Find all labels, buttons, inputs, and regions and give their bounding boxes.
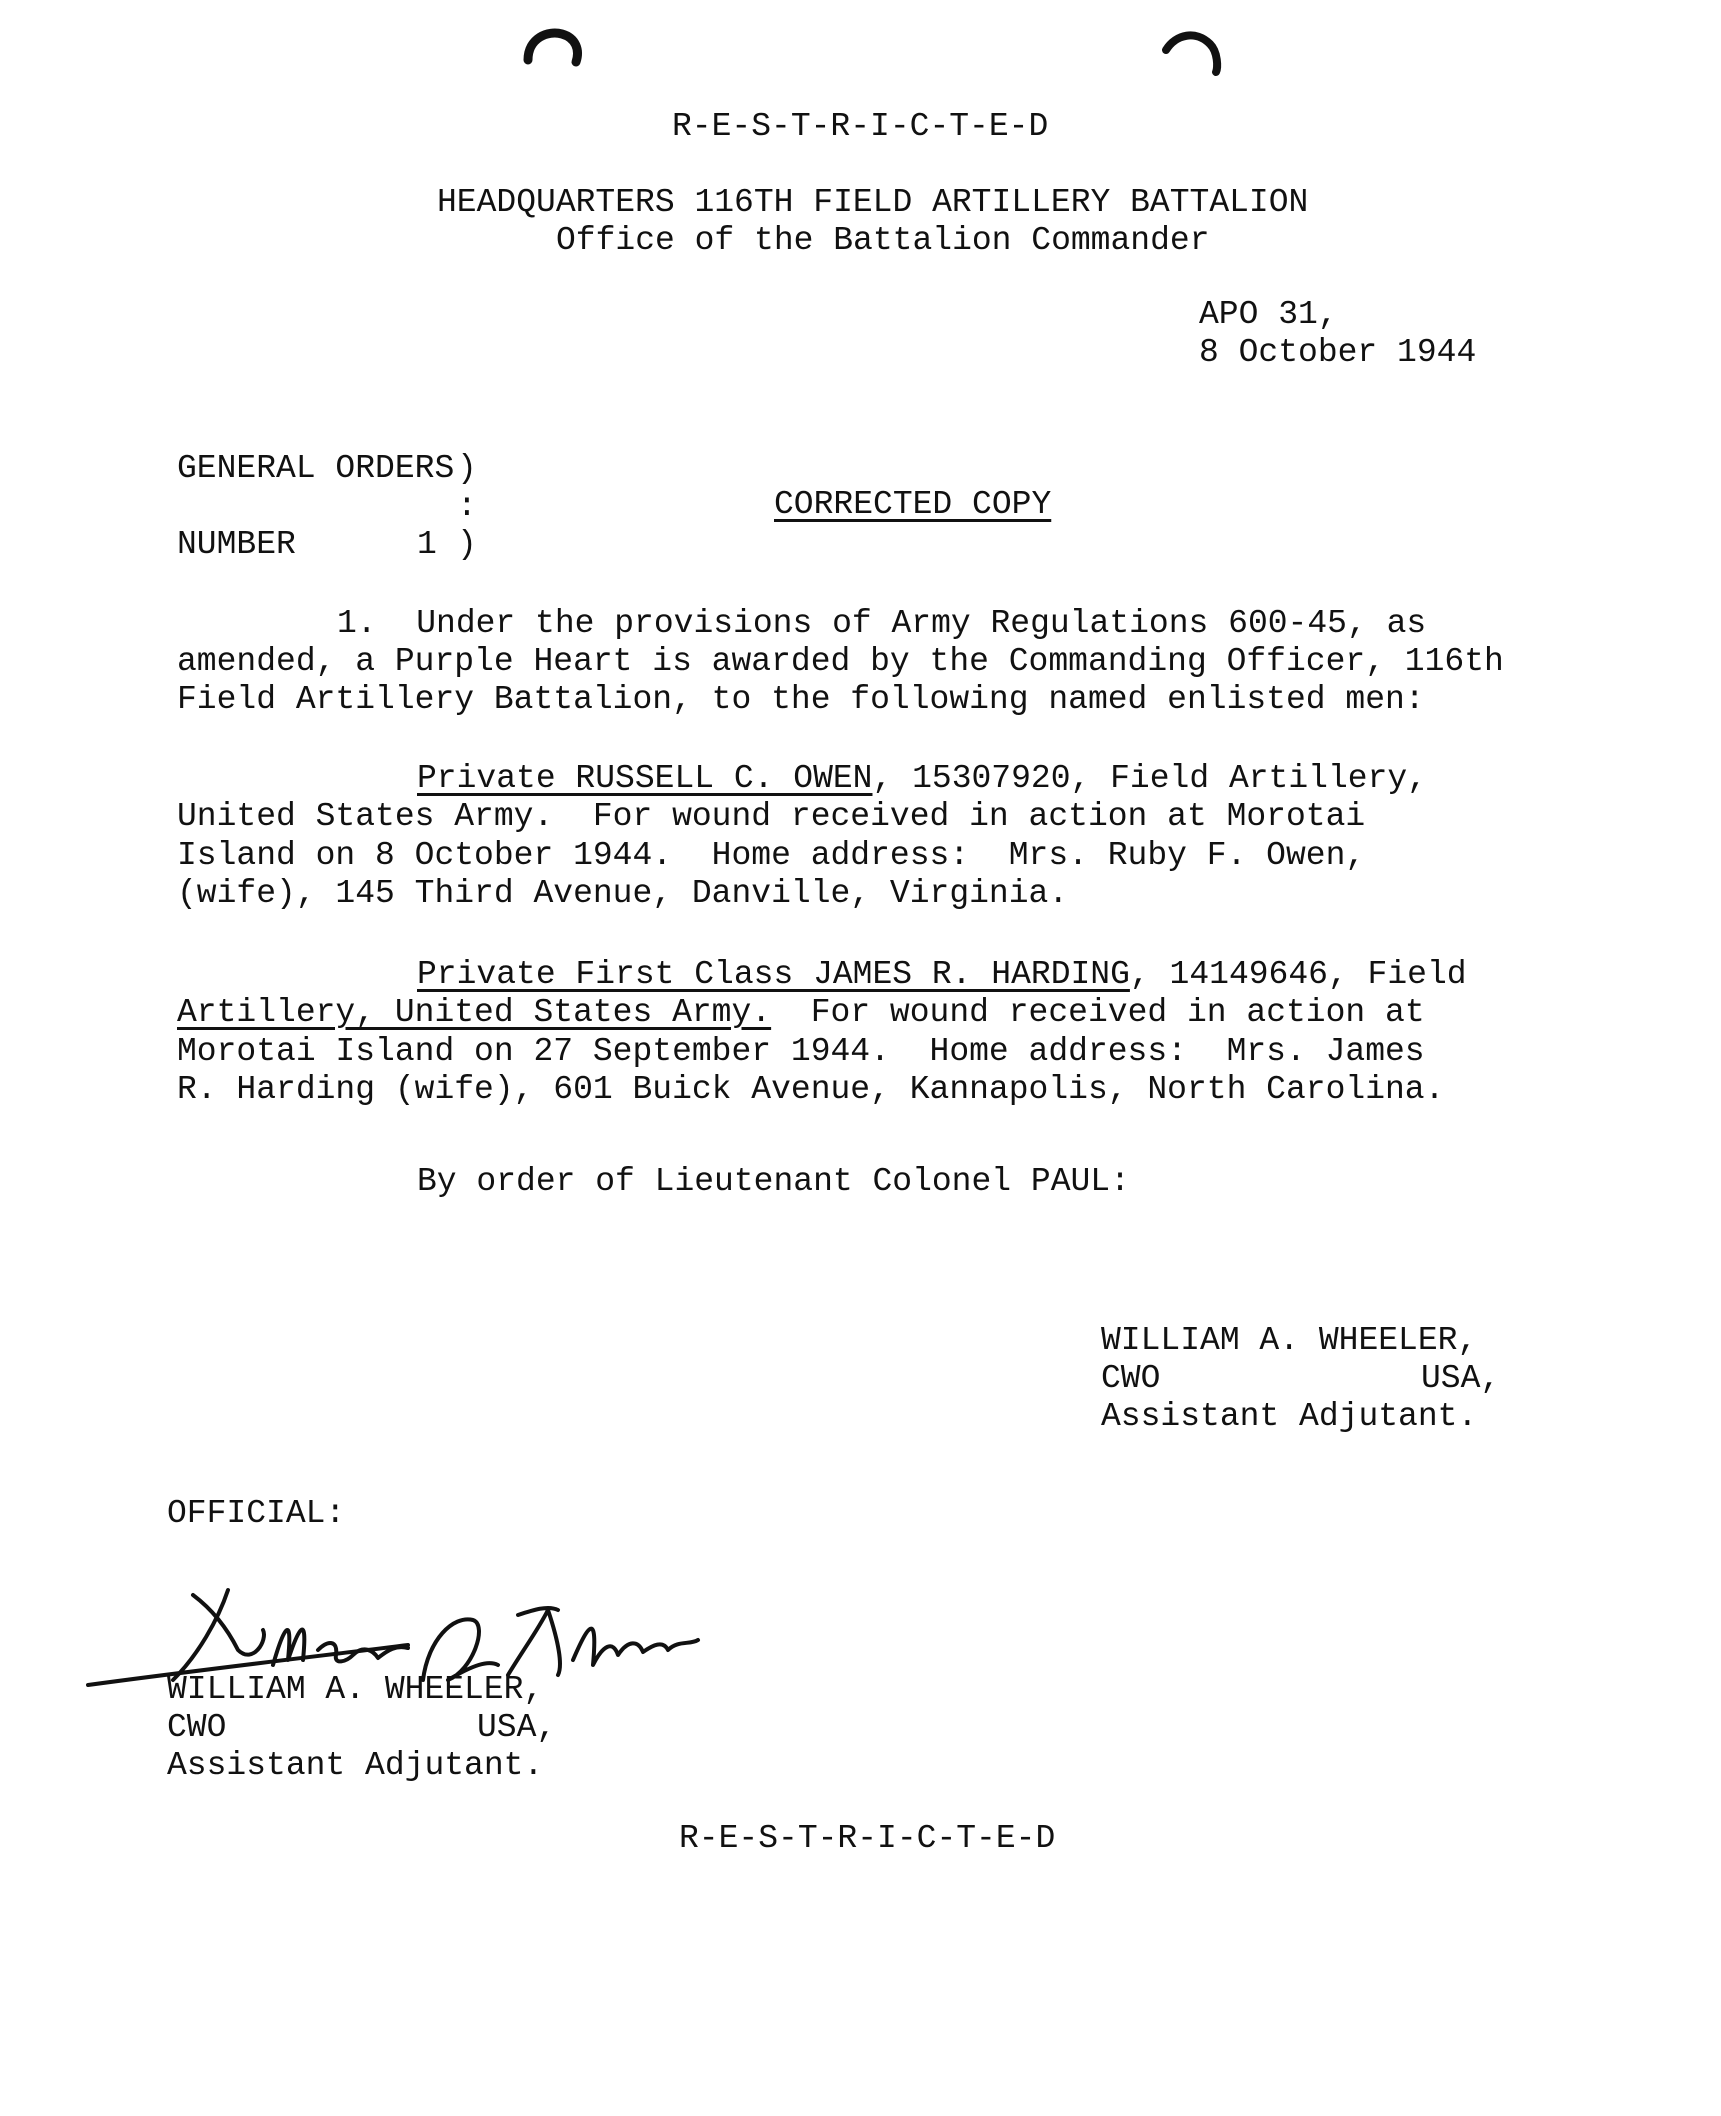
awardee2-line1 (417, 958, 1467, 991)
headquarters-heading: HEADQUARTERS 116TH FIELD ARTILLERY BATTALION (437, 184, 1309, 221)
official-label: OFFICIAL: (167, 1495, 346, 1532)
punch-hole-mark-right (1160, 20, 1230, 90)
para1-line3: Field Artillery Battalion, to the following named enlisted men: (177, 681, 1425, 718)
awardee2-name: Private First Class JAMES R. HARDING (417, 956, 1130, 993)
awardee1-line1-rest: , 15307920, Field Artillery, (872, 760, 1427, 797)
awardee1-name: Private RUSSELL C. OWEN (417, 760, 873, 797)
signer-service: USA, (1421, 1360, 1501, 1397)
awardee2-line4: R. Harding (wife), 601 Buick Avenue, Kannapolis, North Carolina. (177, 1071, 1445, 1108)
para1-line2: amended, a Purple Heart is awarded by the Commanding Officer, 116th (177, 643, 1504, 680)
awardee2-line2-underlined: Artillery, United States Army. (177, 994, 772, 1031)
awardee1-line3: Island on 8 October 1944. Home address: Mrs. Ruby F. Owen, (177, 837, 1366, 874)
number-paren: ) (457, 526, 477, 563)
classification-top: R-E-S-T-R-I-C-T-E-D (672, 108, 1049, 145)
general-orders-colon: : (457, 488, 477, 525)
awardee2-line2-rest: For wound received in action at (771, 994, 1425, 1031)
signer-rank: CWO (1101, 1360, 1161, 1397)
date-line: 8 October 1944 (1199, 334, 1477, 371)
number-label: NUMBER (177, 526, 296, 563)
signer-name: WILLIAM A. WHEELER, (1101, 1322, 1478, 1359)
order-number: 1 (417, 526, 437, 563)
official-signer-title: Assistant Adjutant. (167, 1747, 544, 1784)
awardee2-line1-rest: , 14149646, Field (1129, 956, 1467, 993)
signer-title: Assistant Adjutant. (1101, 1398, 1478, 1435)
general-orders-paren: ) (457, 450, 477, 487)
para1-line1: 1. Under the provisions of Army Regulations 600-45, as (337, 605, 1427, 642)
classification-bottom: R-E-S-T-R-I-C-T-E-D (679, 1820, 1056, 1857)
office-heading: Office of the Battalion Commander (556, 222, 1210, 259)
general-orders-label: GENERAL ORDERS (177, 450, 455, 487)
corrected-copy-title: CORRECTED COPY (774, 486, 1052, 523)
awardee2-line2 (177, 996, 1425, 1029)
official-signer-name: WILLIAM A. WHEELER, (167, 1671, 544, 1708)
apo-line: APO 31, (1199, 296, 1338, 333)
official-signer-rank: CWO (167, 1709, 227, 1746)
awardee1-line4: (wife), 145 Third Avenue, Danville, Virginia. (177, 875, 1069, 912)
official-signer-service: USA, (477, 1709, 557, 1746)
awardee1-line1 (417, 762, 1427, 795)
by-order-line: By order of Lieutenant Colonel PAUL: (417, 1163, 1130, 1200)
punch-hole-mark-left (520, 20, 590, 90)
awardee2-line3: Morotai Island on 27 September 1944. Home address: Mrs. James (177, 1033, 1425, 1070)
awardee1-line2: United States Army. For wound received in action at Morotai (177, 798, 1366, 835)
